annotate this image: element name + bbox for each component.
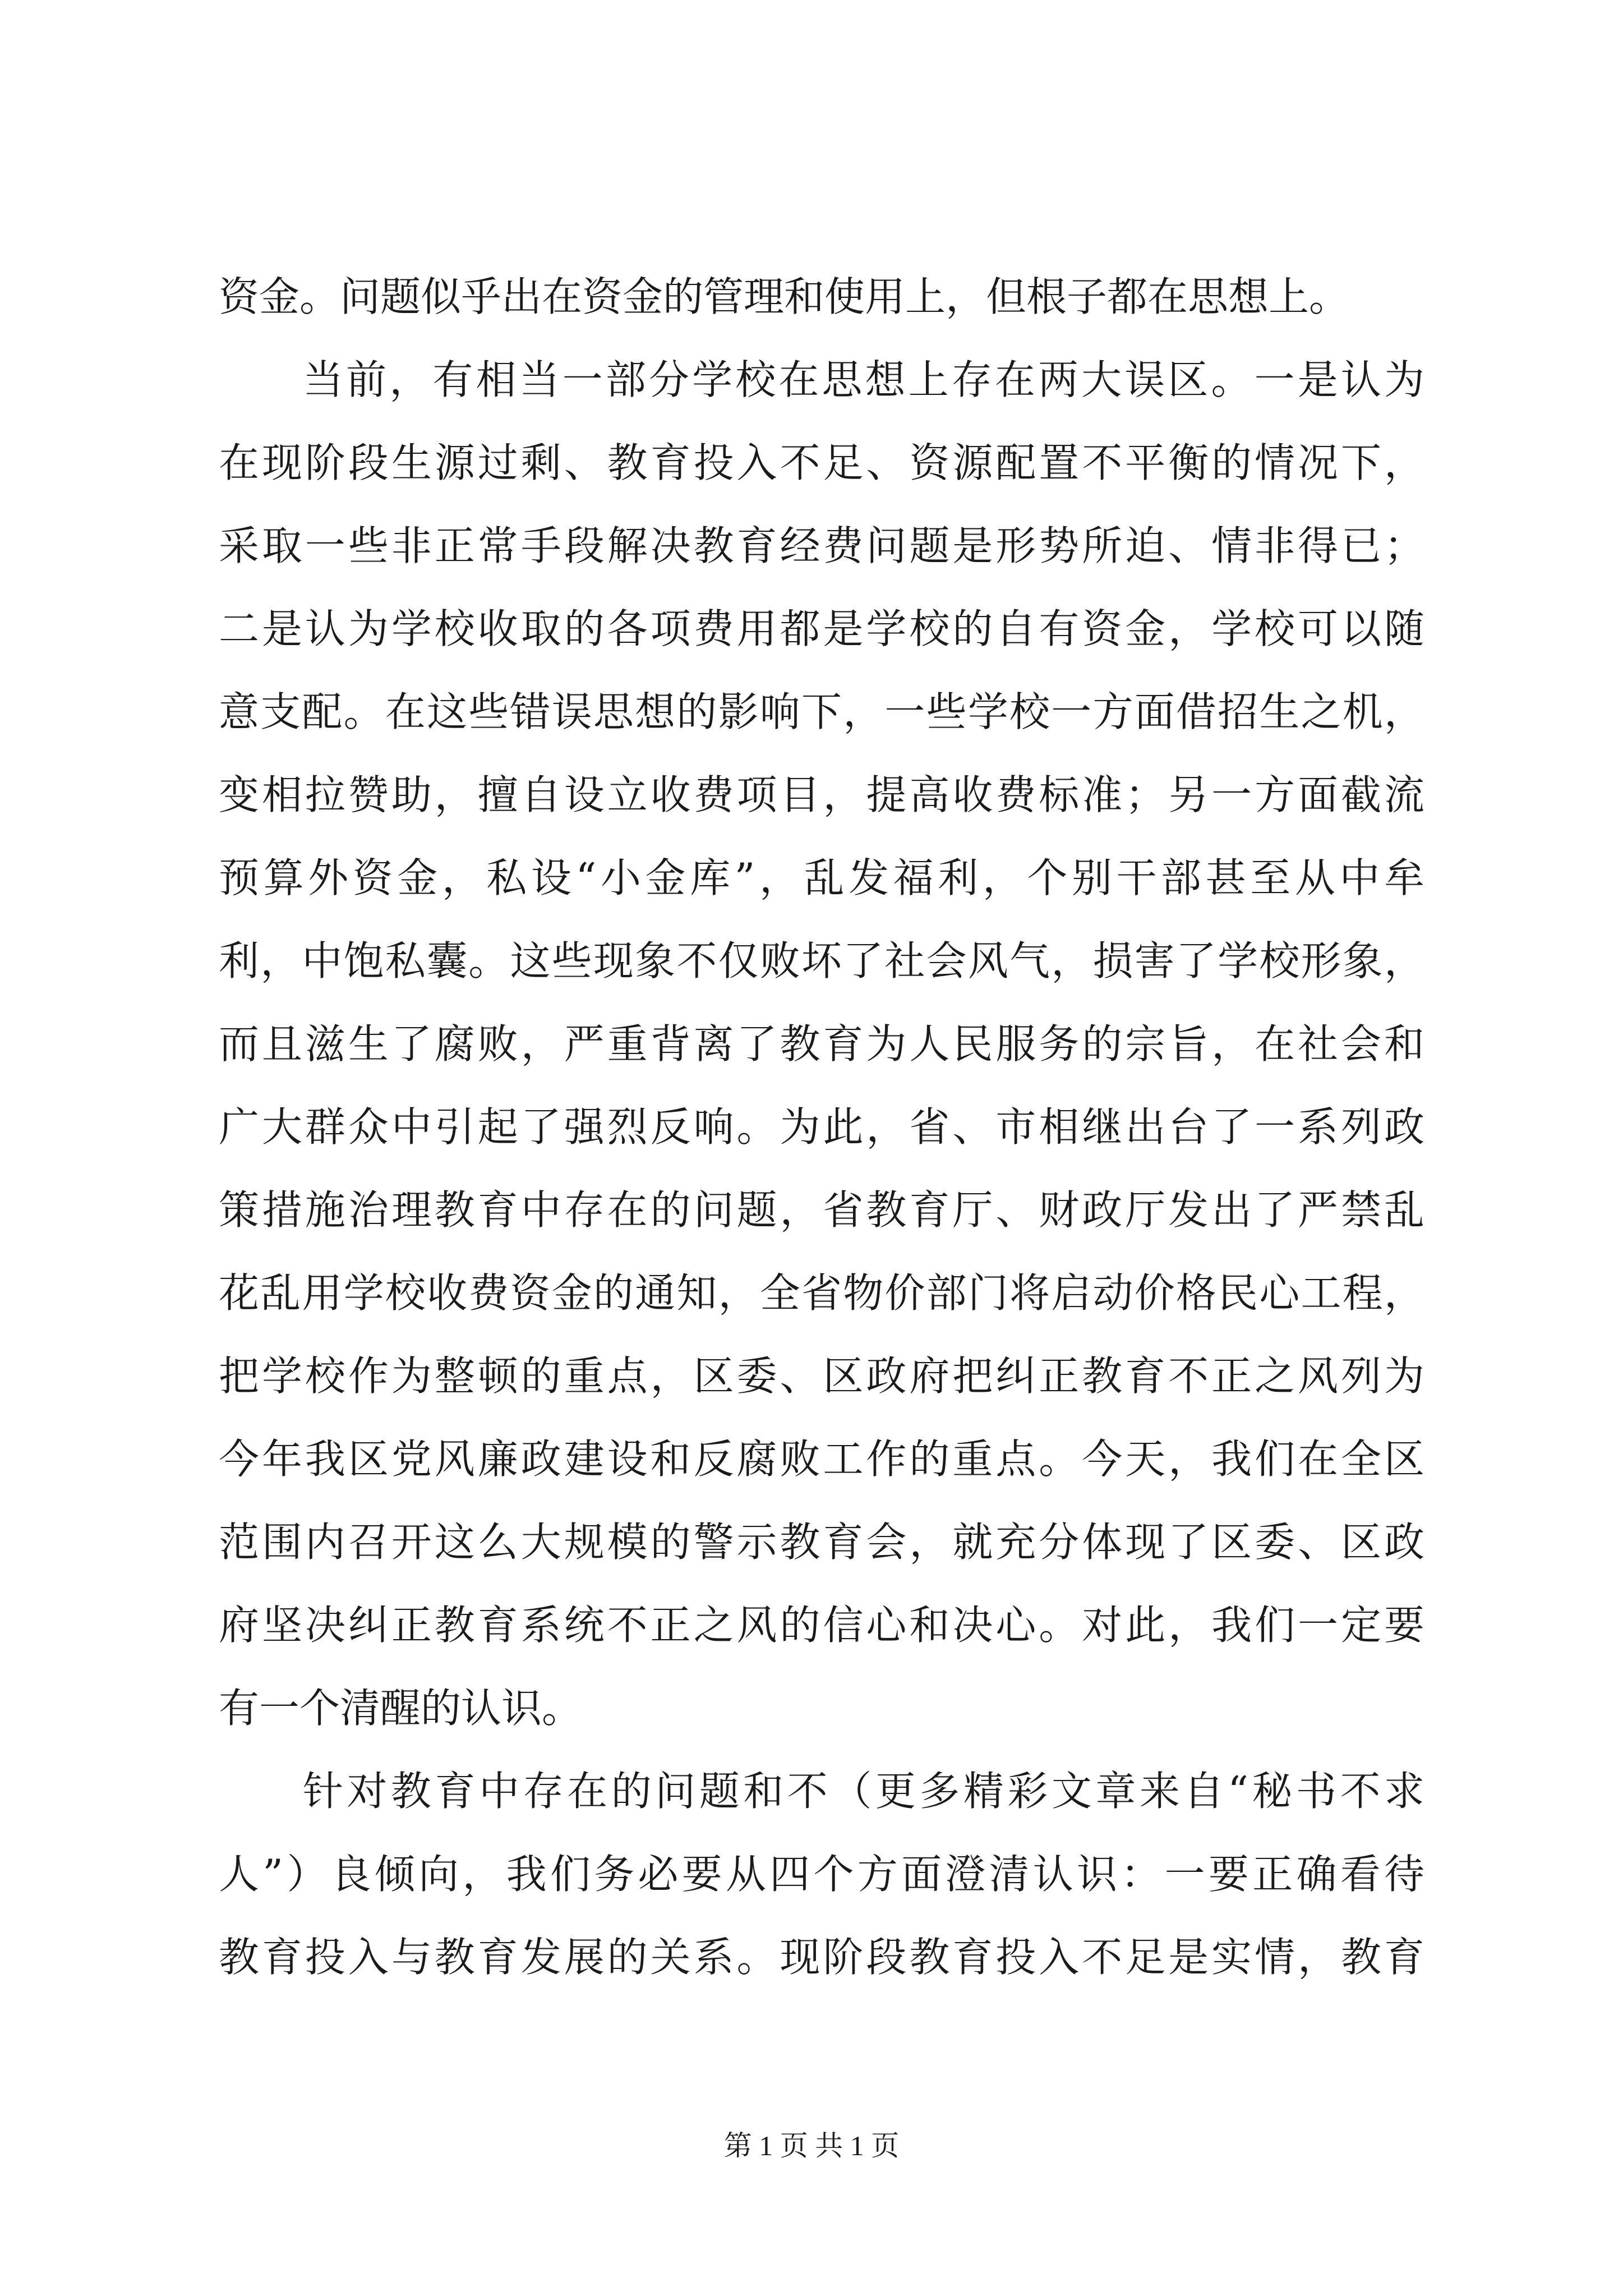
text-line: 有一个清醒的认识。 [219,1685,583,1732]
text-line: 范围内召开这么大规模的警示教育会，就充分体现了区委、区政 [219,1519,1424,1566]
text-line: 教育投入与教育发展的关系。现阶段教育投入不足是实情，教育 [219,1934,1424,1981]
text-line: 而且滋生了腐败，严重背离了教育为人民服务的宗旨，在社会和 [219,1020,1424,1068]
text-line: 花乱用学校收费资金的通知，全省物价部门将启动价格民心工程， [219,1269,1424,1317]
text-line: 意支配。在这些错误思想的影响下，一些学校一方面借招生之机， [219,688,1424,735]
text-line: 利，中饱私囊。这些现象不仅败坏了社会风气，损害了学校形象， [219,937,1424,984]
document-body [219,255,1424,1999]
text-line: 变相拉赞助，擅自设立收费项目，提高收费标准；另一方面截流 [219,771,1424,818]
text-line: 在现阶段生源过剩、教育投入不足、资源配置不平衡的情况下， [219,439,1424,486]
text-line: 预算外资金，私设“小金库”，乱发福利，个别干部甚至从中牟 [219,854,1424,901]
text-line: 资金。问题似乎出在资金的管理和使用上，但根子都在思想上。 [219,273,1350,320]
text-line: 策措施治理教育中存在的问题，省教育厅、财政厅发出了严禁乱 [219,1186,1424,1234]
text-line: 二是认为学校收取的各项费用都是学校的自有资金，学校可以随 [219,605,1424,652]
page-number-label: 第 1 页 共 1 页 [723,2130,900,2161]
text-line: 人”）良倾向，我们务必要从四个方面澄清认识：一要正确看待 [219,1851,1424,1898]
page-footer [0,2129,1623,2162]
text-line: 把学校作为整顿的重点，区委、区政府把纠正教育不正之风列为 [219,1352,1424,1400]
text-line: 今年我区党风廉政建设和反腐败工作的重点。今天，我们在全区 [219,1435,1424,1483]
text-line: 针对教育中存在的问题和不（更多精彩文章来自“秘书不求 [303,1768,1424,1815]
text-line: 广大群众中引起了强烈反响。为此，省、市相继出台了一系列政 [219,1103,1424,1151]
text-line: 采取一些非正常手段解决教育经费问题是形势所迫、情非得已； [219,522,1424,569]
text-line: 府坚决纠正教育系统不正之风的信心和决心。对此，我们一定要 [219,1602,1424,1649]
text-line: 当前，有相当一部分学校在思想上存在两大误区。一是认为 [303,356,1424,403]
